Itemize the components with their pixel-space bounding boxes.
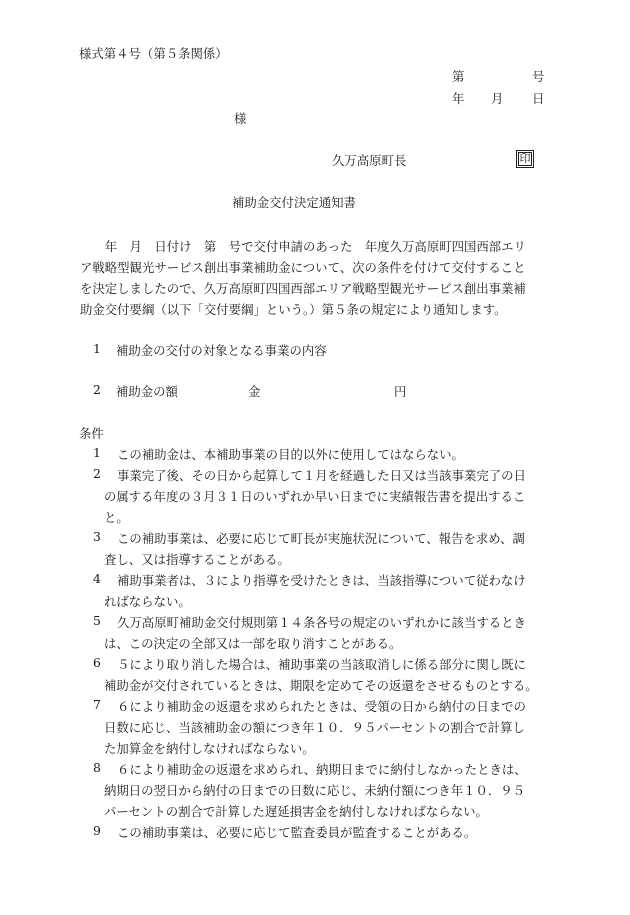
body-line: 年 月 日付け 第 号で交付申請のあった 年度久万高原町四国西部エリ xyxy=(80,239,526,254)
condition-line: パーセントの割合で計算した遅延損害金を納付しなければならない。 xyxy=(104,804,488,819)
body-line: 助金交付要綱（以下「交付要綱」という。）第５条の規定により通知します。 xyxy=(80,302,507,317)
date-day: 日 xyxy=(532,91,545,106)
document-title: 補助金交付決定通知書 xyxy=(232,195,356,210)
condition-number: 2 xyxy=(93,466,101,481)
condition-line: ６により補助金の返還を求められたときは、受領の日から納付の日までの xyxy=(117,699,526,714)
condition-line: 久万高原町補助金交付規則第１４条各号の規定のいずれかに該当するとき xyxy=(117,615,526,630)
item-number: 2 xyxy=(93,382,101,397)
condition-line: と。 xyxy=(104,510,129,525)
condition-line: ６により補助金の返還を求められ、納期日までに納付しなかったときは、 xyxy=(117,762,527,777)
condition-number: 5 xyxy=(93,613,101,628)
date-month: 月 xyxy=(491,91,504,106)
condition-line: 査し、又は指導することがある。 xyxy=(104,552,290,567)
condition-line: この補助金は、本補助事業の目的以外に使用してはならない。 xyxy=(117,447,464,462)
condition-line: ５により取り消した場合は、補助事業の当該取消しに係る部分に関し既に xyxy=(117,657,526,672)
body-line: を決定しましたので、久万高原町四国西部エリア戦略型観光サービス創出事業補 xyxy=(80,281,526,296)
item-number: 1 xyxy=(93,341,101,356)
condition-line: た加算金を納付しなければならない。 xyxy=(104,741,315,756)
condition-line: は、この決定の全部又は一部を取り消すことがある。 xyxy=(104,636,402,651)
condition-line: 補助金が交付されているときは、期限を定めてその返還をさせるものとする。 xyxy=(104,678,538,693)
form-label: 様式第４号（第５条関係） xyxy=(79,46,228,61)
amount-unit: 円 xyxy=(394,384,407,399)
condition-number: 9 xyxy=(93,823,101,838)
condition-line: この補助事業は、必要に応じて町長が実施状況について、報告を求め、調 xyxy=(117,531,525,546)
issuer-name: 久万高原町長 xyxy=(332,153,407,168)
condition-line: 日数に応じ、当該補助金の額につき年１０．９５パーセントの割合で計算し xyxy=(104,720,525,735)
condition-line: 補助事業者は、３により指導を受けたときは、当該指導について従わなけ xyxy=(117,573,526,588)
number-suffix: 号 xyxy=(532,69,545,84)
condition-number: 1 xyxy=(93,445,101,460)
seal-mark: 印 xyxy=(516,150,534,168)
item-text: 補助金の交付の対象となる事業の内容 xyxy=(116,343,327,358)
condition-number: 7 xyxy=(93,697,101,712)
condition-line: ればならない。 xyxy=(104,594,191,609)
condition-line: の属する年度の３月３１日のいずれか早い日までに実績報告書を提出するこ xyxy=(104,489,526,504)
date-year: 年 xyxy=(452,91,465,106)
condition-number: 3 xyxy=(93,529,101,544)
conditions-heading: 条件 xyxy=(79,426,104,441)
number-prefix: 第 xyxy=(452,69,465,84)
addressee-suffix: 様 xyxy=(234,111,247,126)
condition-number: 8 xyxy=(93,760,101,775)
condition-line: この補助事業は、必要に応じて監査委員が監査することがある。 xyxy=(117,825,477,840)
condition-number: 6 xyxy=(93,655,101,670)
condition-number: 4 xyxy=(93,571,101,586)
condition-line: 事業完了後、その日から起算して１月を経過した日又は当該事業完了の日 xyxy=(117,468,526,483)
amount-currency: 金 xyxy=(248,384,261,399)
body-line: ア戦略型観光サービス創出事業補助金について、次の条件を付けて交付すること xyxy=(80,260,526,275)
condition-line: 納期日の翌日から納付の日までの日数に応じ、未納付額につき年１０．９５ xyxy=(104,783,526,798)
item-text: 補助金の額 xyxy=(116,384,178,399)
